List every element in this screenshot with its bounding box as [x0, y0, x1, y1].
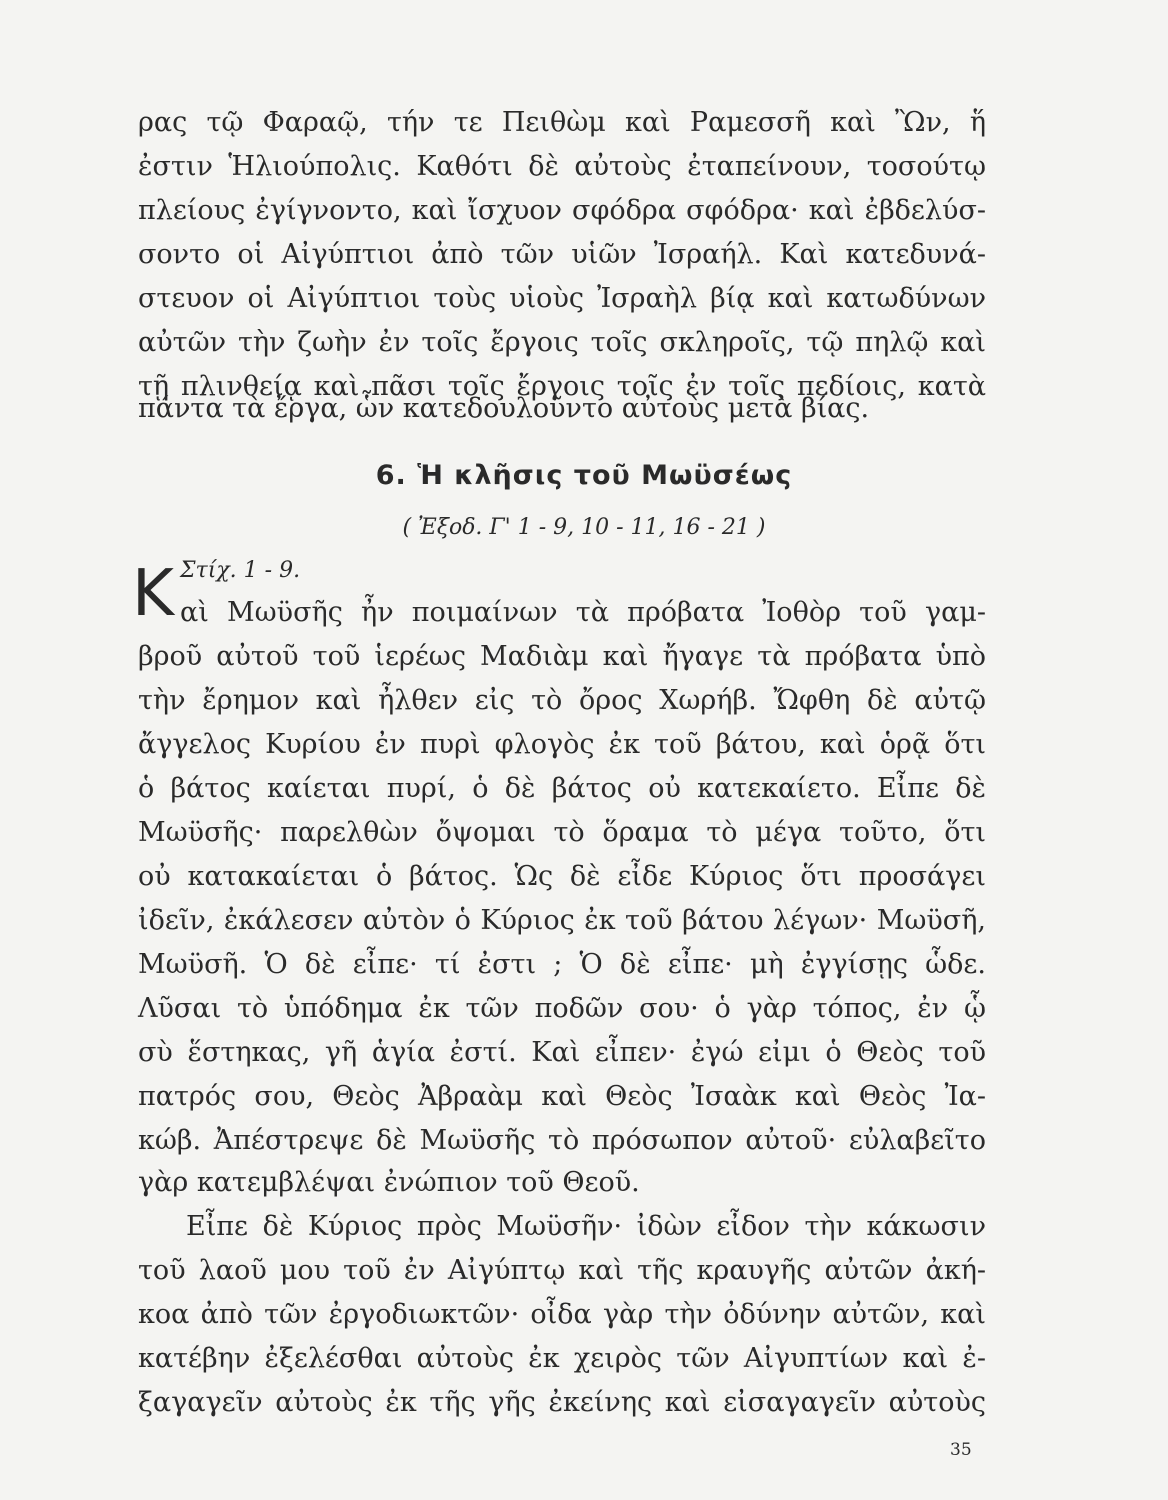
section-heading: 6. Ἡ κλῆσις τοῦ Μωϋσέως: [375, 460, 793, 491]
text-line: πατρός σου, Θεὸς Ἀβραὰμ καὶ Θεὸς Ἰσαὰκ καὶ Θεὸς Ἰα-: [138, 1081, 986, 1112]
scripture-reference: ( Ἐξοδ. Γ' 1 - 9, 10 - 11, 16 - 21 ): [402, 515, 766, 540]
text-line: ἰδεῖν, ἐκάλεσεν αὐτὸν ὁ Κύριος ἐκ τοῦ βάτου λέγων· Μωϋσῆ,: [138, 905, 986, 936]
text-line: ξαγαγεῖν αὐτοὺς ἐκ τῆς γῆς ἐκείνης καὶ εἰσαγαγεῖν αὐτοὺς: [138, 1387, 986, 1418]
text-line: Μωϋσῆ. Ὁ δὲ εἶπε· τί ἐστι ; Ὁ δὲ εἶπε· μὴ ἐγγίσῃς ὧδε.: [138, 949, 986, 980]
text-line: πλείους ἐγίγνοντο, καὶ ἴσχυον σφόδρα σφόδρα· καὶ ἐβδελύσ-: [138, 195, 986, 226]
text-line: οὐ κατακαίεται ὁ βάτος. Ὡς δὲ εἶδε Κύριος ὅτι προσάγει: [138, 861, 986, 892]
text-line: κώβ. Ἀπέστρεψε δὲ Μωϋσῆς τὸ πρόσωπον αὐτοῦ· εὐλαβεῖτο: [138, 1125, 986, 1156]
text-line: βροῦ αὐτοῦ τοῦ ἱερέως Μαδιὰμ καὶ ἤγαγε τὰ πρόβατα ὑπὸ: [138, 641, 986, 672]
text-line: στευον οἱ Αἰγύπτιοι τοὺς υἱοὺς Ἰσραὴλ βίᾳ καὶ κατωδύνων: [138, 283, 986, 314]
text-line: ἄγγελος Κυρίου ἐν πυρὶ φλογὸς ἐκ τοῦ βάτου, καὶ ὁρᾷ ὅτι: [138, 729, 986, 760]
text-line: πάντα τὰ ἔργα, ὧν κατεδουλοῦντο αὐτοὺς μετὰ βίας.: [138, 393, 870, 424]
text-line: Εἶπε δὲ Κύριος πρὸς Μωϋσῆν· ἰδὼν εἶδον τὴν κάκωσιν: [186, 1211, 986, 1242]
text-line: αὐτῶν τὴν ζωὴν ἐν τοῖς ἔργοις τοῖς σκληροῖς, τῷ πηλῷ καὶ: [138, 327, 986, 358]
text-line: αὶ Μωϋσῆς ἦν ποιμαίνων τὰ πρόβατα Ἰοθὸρ τοῦ γαμ-: [180, 597, 986, 628]
page-number: 35: [950, 1440, 972, 1460]
text-line: κοα ἀπὸ τῶν ἐργοδιωκτῶν· οἶδα γὰρ τὴν ὀδύνην αὐτῶν, καὶ: [138, 1299, 986, 1330]
text-line: ρας τῷ Φαραῷ, τήν τε Πειθὼμ καὶ Ραμεσσῆ καὶ Ὢν, ἥ: [138, 107, 986, 138]
text-line: τὴν ἔρημον καὶ ἦλθεν εἰς τὸ ὄρος Χωρήβ. Ὤφθη δὲ αὐτῷ: [138, 685, 986, 716]
text-line: τοῦ λαοῦ μου τοῦ ἐν Αἰγύπτῳ καὶ τῆς κραυγῆς αὐτῶν ἀκή-: [138, 1255, 986, 1286]
text-line: Λῦσαι τὸ ὑπόδημα ἐκ τῶν ποδῶν σου· ὁ γὰρ τόπος, ἐν ᾧ: [138, 993, 986, 1024]
text-line: κατέβην ἐξελέσθαι αὐτοὺς ἐκ χειρὸς τῶν Αἰγυπτίων καὶ ἐ-: [138, 1343, 986, 1374]
text-line: γὰρ κατεμβλέψαι ἐνώπιον τοῦ Θεοῦ.: [138, 1167, 640, 1198]
text-line: ἐστιν Ἡλιούπολις. Καθότι δὲ αὐτοὺς ἐταπείνουν, τοσούτῳ: [138, 151, 986, 182]
text-line: ὁ βάτος καίεται πυρί, ὁ δὲ βάτος οὐ κατεκαίετο. Εἶπε δὲ: [138, 773, 986, 804]
text-line: Μωϋσῆς· παρελθὼν ὄψομαι τὸ ὅραμα τὸ μέγα τοῦτο, ὅτι: [138, 817, 986, 848]
drop-cap: Κ: [132, 557, 174, 631]
text-line: σοντο οἱ Αἰγύπτιοι ἀπὸ τῶν υἱῶν Ἰσραήλ. Καὶ κατεδυνά-: [138, 239, 986, 270]
verse-label: Στίχ. 1 - 9.: [180, 558, 301, 583]
text-line: τῇ πλινθείᾳ καὶ πᾶσι τοῖς ἔργοις τοῖς ἐν τοῖς πεδίοις, κατὰ: [138, 371, 986, 402]
text-line: σὺ ἕστηκας, γῆ ἁγία ἐστί. Καὶ εἶπεν· ἐγώ εἰμι ὁ Θεὸς τοῦ: [138, 1037, 986, 1068]
